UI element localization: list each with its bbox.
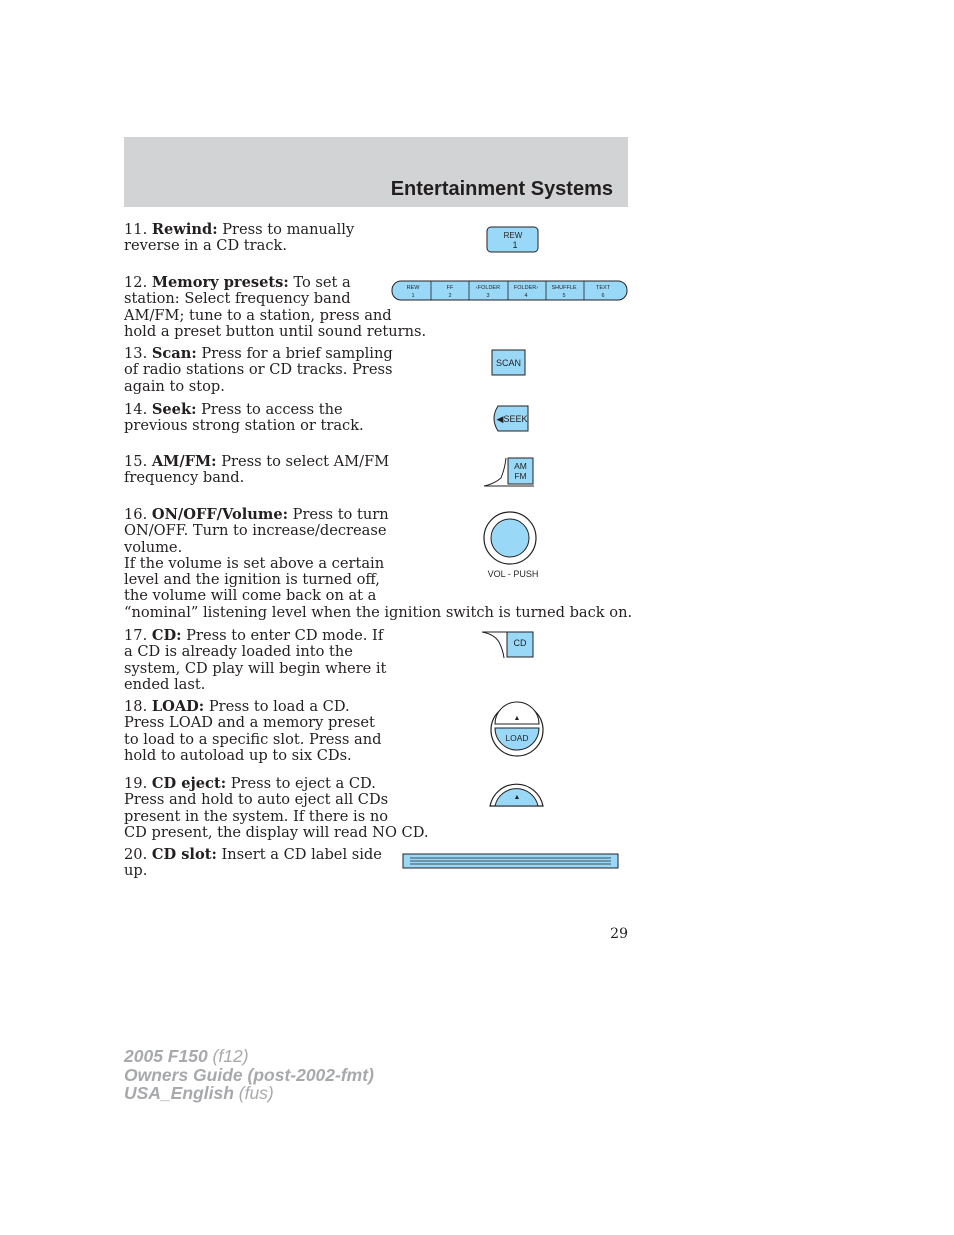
memory-presets-illustration bbox=[391, 280, 629, 302]
item-am-fm bbox=[124, 454, 389, 487]
section-header-band bbox=[124, 137, 628, 207]
fm-label: FM bbox=[514, 471, 527, 481]
item-term: CD slot: bbox=[151, 846, 217, 863]
section-title: Entertainment Systems bbox=[390, 178, 613, 200]
item-number: 15. bbox=[124, 453, 148, 470]
footer-model: 2005 F150 bbox=[124, 1046, 208, 1066]
item-on-off-volume bbox=[124, 507, 632, 621]
item-term: CD: bbox=[151, 627, 182, 644]
rewind-number: 1 bbox=[512, 240, 518, 250]
item-number: 20. bbox=[124, 846, 148, 863]
footer-language: USA_English bbox=[124, 1083, 234, 1103]
preset-label: TEXT bbox=[595, 285, 611, 291]
scan-label: SCAN bbox=[495, 358, 522, 368]
item-text: to load to a specific slot. Press and bbox=[124, 730, 382, 748]
load-eject-icon: ▲ bbox=[513, 715, 521, 722]
item-term: AM/FM: bbox=[151, 453, 217, 470]
item-text: Press to turn bbox=[292, 506, 389, 523]
am-fm-button-illustration bbox=[482, 456, 536, 488]
item-number: 13. bbox=[124, 345, 148, 362]
item-text: Press LOAD and a memory preset bbox=[124, 714, 375, 732]
item-text: level and the ignition is turned off, bbox=[124, 571, 380, 589]
load-button-illustration bbox=[488, 703, 546, 759]
item-term: CD eject: bbox=[151, 775, 227, 792]
eject-button-illustration bbox=[488, 779, 546, 809]
item-text: again to stop. bbox=[124, 377, 225, 395]
preset-number: 5 bbox=[562, 293, 566, 299]
item-text: system, CD play will begin where it bbox=[124, 659, 387, 677]
item-text: “nominal” listening level when the ignition switch is turned back on. bbox=[124, 603, 633, 621]
item-text: Press to enter CD mode. If bbox=[186, 627, 384, 644]
item-number: 19. bbox=[124, 775, 148, 792]
rewind-label: REW bbox=[503, 231, 523, 240]
item-cd bbox=[124, 628, 386, 693]
item-scan bbox=[124, 346, 393, 395]
scan-button-illustration bbox=[491, 349, 527, 377]
item-text: Press to eject a CD. bbox=[230, 775, 376, 792]
load-label: LOAD bbox=[505, 733, 529, 743]
item-text: ended last. bbox=[124, 675, 206, 693]
item-term: ON/OFF/Volume: bbox=[151, 506, 288, 523]
item-number: 14. bbox=[124, 401, 148, 418]
item-number: 11. bbox=[124, 221, 148, 238]
volume-label: VOL - PUSH bbox=[487, 569, 539, 579]
am-label: AM bbox=[514, 461, 527, 471]
item-text: of radio stations or CD tracks. Press bbox=[124, 361, 393, 379]
item-rewind bbox=[124, 222, 354, 255]
preset-label: FF bbox=[446, 285, 454, 291]
item-term: Memory presets: bbox=[151, 274, 289, 291]
item-number: 17. bbox=[124, 627, 148, 644]
cd-slot-illustration bbox=[402, 853, 620, 870]
item-text: station: Select frequency band bbox=[124, 290, 351, 308]
item-text: Press to access the bbox=[201, 401, 343, 418]
item-text: previous strong station or track. bbox=[124, 417, 364, 435]
preset-label: FOLDER› bbox=[513, 285, 539, 291]
item-number: 16. bbox=[124, 506, 148, 523]
footer-model-code: (f12) bbox=[207, 1046, 249, 1066]
item-memory-presets bbox=[124, 275, 426, 340]
item-text: hold to autoload up to six CDs. bbox=[124, 746, 352, 764]
item-number: 12. bbox=[124, 274, 148, 291]
footer-language-code: (fus) bbox=[233, 1083, 274, 1103]
item-text: the volume will come back on at a bbox=[124, 587, 377, 605]
item-text: Press for a brief sampling bbox=[201, 345, 393, 362]
item-text: Press and hold to auto eject all CDs bbox=[124, 791, 389, 809]
item-text: Press to select AM/FM bbox=[221, 453, 390, 470]
item-text: CD present, the display will read NO CD. bbox=[124, 823, 429, 841]
page-number: 29 bbox=[610, 926, 628, 942]
preset-label: REW bbox=[406, 285, 420, 291]
item-text: If the volume is set above a certain bbox=[124, 554, 385, 572]
rewind-button-illustration bbox=[486, 226, 540, 254]
item-term: Rewind: bbox=[151, 221, 218, 238]
item-text: frequency band. bbox=[124, 469, 245, 487]
seek-button-illustration bbox=[489, 405, 530, 433]
item-text: a CD is already loaded into the bbox=[124, 643, 353, 661]
item-seek bbox=[124, 402, 364, 435]
footer-guide: Owners Guide (post-2002-fmt) bbox=[124, 1064, 374, 1085]
seek-label: ◀SEEK bbox=[496, 414, 528, 424]
preset-label: SHUFFLE bbox=[551, 285, 577, 291]
item-text: present in the system. If there is no bbox=[124, 807, 389, 825]
cd-label: CD bbox=[513, 638, 527, 648]
item-text: volume. bbox=[124, 538, 183, 556]
volume-knob-illustration bbox=[480, 509, 546, 583]
preset-number: 6 bbox=[601, 293, 605, 299]
item-cd-slot bbox=[124, 847, 382, 880]
item-number: 18. bbox=[124, 698, 148, 715]
preset-number: 1 bbox=[411, 293, 415, 299]
item-text: reverse in a CD track. bbox=[124, 237, 287, 255]
item-text: AM/FM; tune to a station, press and bbox=[124, 306, 392, 324]
item-text: Press to manually bbox=[222, 221, 355, 238]
preset-number: 3 bbox=[486, 293, 490, 299]
footer-doc-info bbox=[124, 1047, 374, 1103]
preset-label: ‹FOLDER bbox=[475, 285, 501, 291]
item-text: ON/OFF. Turn to increase/decrease bbox=[124, 522, 387, 540]
item-term: LOAD: bbox=[151, 698, 205, 715]
item-text: To set a bbox=[293, 274, 351, 291]
item-text: Insert a CD label side bbox=[221, 846, 382, 863]
cd-button-illustration bbox=[480, 630, 536, 660]
item-load bbox=[124, 699, 382, 764]
item-cd-eject bbox=[124, 776, 429, 841]
item-text: up. bbox=[124, 862, 148, 880]
item-term: Seek: bbox=[151, 401, 197, 418]
item-text: hold a preset button until sound returns. bbox=[124, 322, 427, 340]
preset-number: 2 bbox=[448, 293, 452, 299]
item-term: Scan: bbox=[151, 345, 197, 362]
item-text: Press to load a CD. bbox=[208, 698, 350, 715]
eject-icon: ▲ bbox=[513, 794, 521, 801]
preset-number: 4 bbox=[524, 293, 528, 299]
